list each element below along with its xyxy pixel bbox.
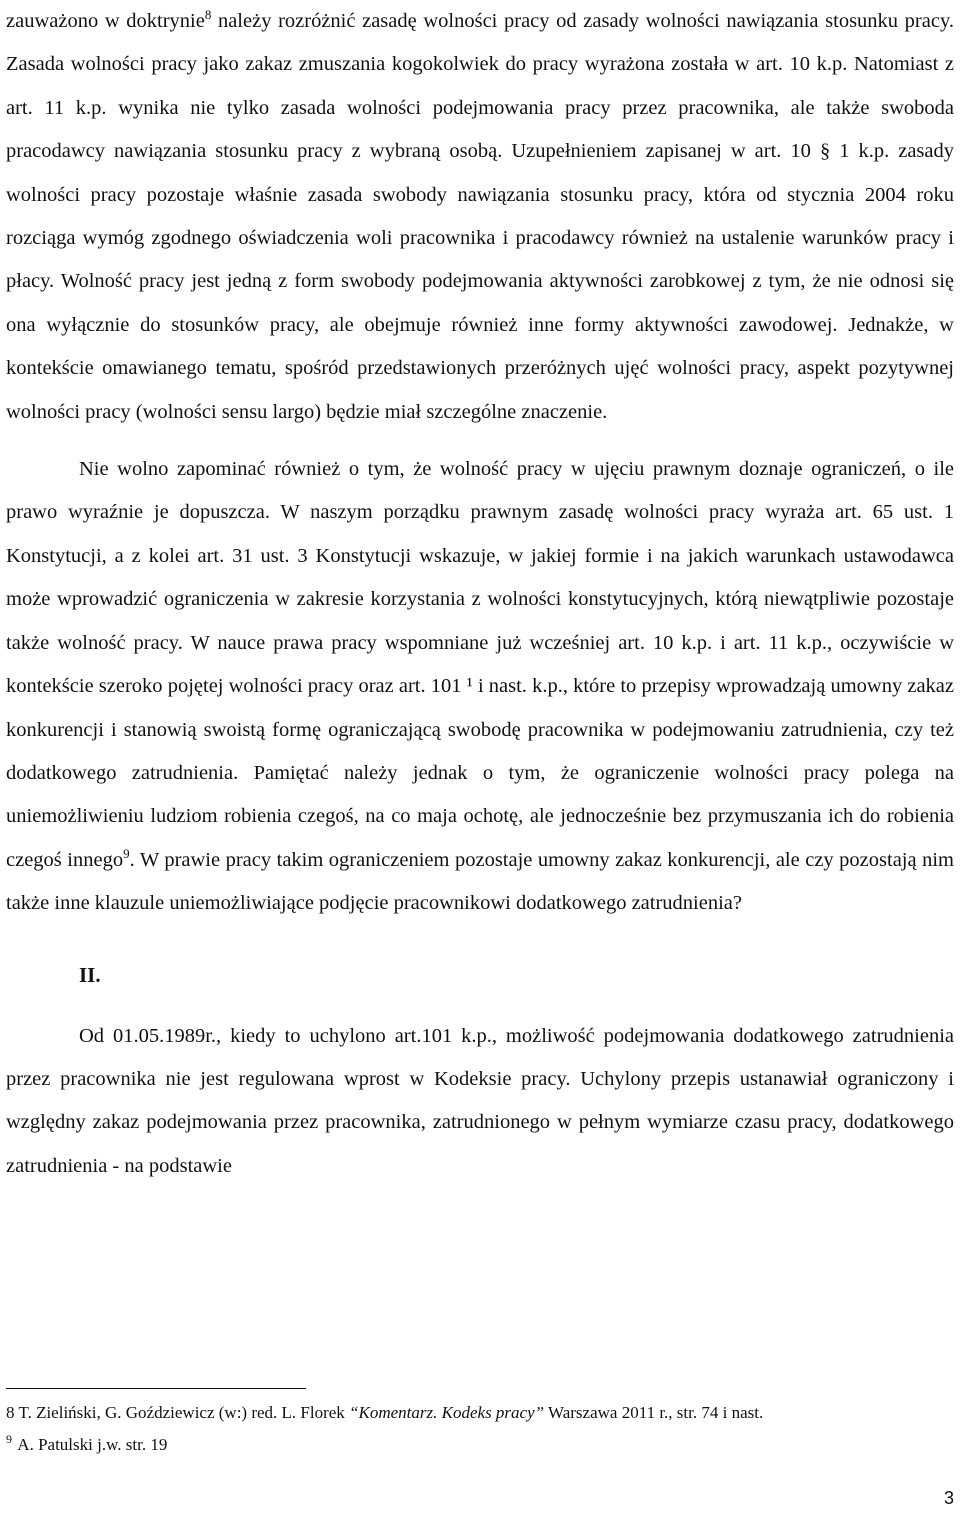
footnote-text: Warszawa 2011 r., str. 74 i nast. [544, 1403, 764, 1422]
footnote-reference-9[interactable]: 9 [123, 845, 130, 861]
paragraph-limitations [6, 448, 954, 925]
footnote-separator [6, 1388, 306, 1389]
footnotes [6, 1397, 954, 1461]
footnote-number: 9 [6, 1432, 12, 1447]
footnote-8 [6, 1397, 954, 1429]
paragraph-text: Nie wolno zapominać również o tym, że wolność pracy w ujęciu prawnym doznaje ograniczeń, o ile prawo wyraźnie je dopuszcza. W naszym porządku prawnym zasadę wolności pracy wyraża art. 65 ust. 1 Konstytucji, a z kolei art. 31 ust. 3 Konstytucji wskazuje, w jakiej formie i na jakich warunkach ustawodawca może wprowadzić ograniczenia w zakresie korzystania z wolności konstytucyjnych, którą niewątpliwie pozostaje także wolność pracy. W nauce prawa pracy wspomniane już wcześniej art. 10 k.p. i art. 11 k.p., oczywiście w kontekście szeroko pojętej wolności pracy oraz art. 101 ¹ i nast. k.p., które to przepisy wprowadzają umowny zakaz konkurencji i stanowią swoistą formę ograniczającą swobodę pracownika w podejmowaniu zatrudnienia, czy też dodatkowego zatrudnienia. Pamiętać należy jednak o tym, że ograniczenie wolności pracy polega na uniemożliwieniu ludziom robienia czegoś, na co maja ochotę, ale jednocześnie bez przymuszania ich do robienia czegoś innego [6, 458, 954, 871]
footnote-reference-8[interactable]: 8 [204, 7, 212, 23]
footnote-text: T. Zieliński, G. Goździewicz (w:) red. L. Florek [14, 1403, 350, 1422]
paragraph-text: . W prawie pracy takim ograniczeniem pozostaje umowny zakaz konkurencji, ale czy pozostają nim także inne klauzule uniemożliwiające podjęcie pracownikowi dodatkowego zatrudnienia? [6, 848, 954, 915]
paragraph-text: należy rozróżnić zasadę wolności pracy od zasady wolności nawiązania stosunku pracy. Zasada wolności pracy jako zakaz zmuszania kogokolwiek do pracy wyrażona została w art. 10 k.p. Natomiast z art. 11 k.p. wynika nie tylko zasada wolności podejmowania pracy przez pracownika, ale także swoboda pracodawcy nawiązania stosunku pracy z wybraną osobą. Uzupełnieniem zapisanej w art. 10 § 1 k.p. zasady wolności pracy pozostaje właśnie zasada swobody nawiązania stosunku pracy, która od stycznia 2004 roku rozciąga wymóg zgodnego oświadczenia woli pracownika i pracodawcy również na ustalenie warunków pracy i płacy. Wolność pracy jest jedną z form swobody podejmowania aktywności zarobkowej z tym, że nie odnosi się ona wyłącznie do stosunków pracy, ale obejmuje również inne formy aktywności zawodowej. Jednakże, w kontekście omawianego tematu, spośród przedstawionych przeróżnych ujęć wolności pracy, aspekt pozytywnej wolności pracy (wolności sensu largo) będzie miał szczególne znaczenie. [6, 10, 954, 423]
footnote-9 [6, 1429, 954, 1461]
page-body [6, 0, 954, 1188]
paragraph-text: zauważono w doktrynie [6, 10, 205, 32]
page-number: 3 [943, 1488, 954, 1508]
paragraph-doctrine [6, 0, 954, 434]
section-heading: II. [79, 962, 101, 987]
footnote-title: “Komentarz. Kodeks pracy” [349, 1403, 545, 1422]
footnote-text: A. Patulski j.w. str. 19 [14, 1435, 168, 1454]
paragraph-section-two: Od 01.05.1989r., kiedy to uchylono art.101 k.p., możliwość podejmowania dodatkowego zatrudnienia przez pracownika nie jest regulowana wprost w Kodeksie pracy. Uchylony przepis ustanawiał ograniczony i względny zakaz podejmowania przez pracownika, zatrudnionego w pełnym wymiarze czasu pracy, dodatkowego zatrudnienia - na podstawie [6, 1024, 954, 1177]
footnote-number: 8 [6, 1403, 15, 1422]
